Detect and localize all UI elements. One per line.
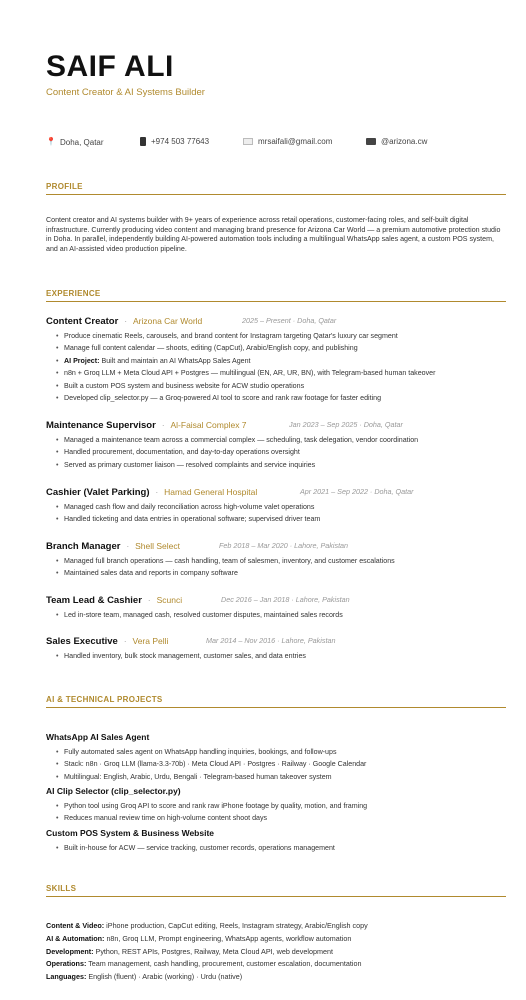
phone-icon	[140, 137, 146, 146]
ai-project-label: AI Project:	[64, 356, 100, 365]
candidate-tagline: Content Creator & AI Systems Builder	[46, 87, 205, 98]
job-bullets	[46, 609, 506, 621]
skills-list	[46, 920, 506, 984]
section-title: AI & TECHNICAL PROJECTS	[46, 695, 506, 708]
project-entry	[46, 828, 506, 854]
job-bullets	[46, 501, 506, 526]
job-entry: Sales Executive · Vera Pelli Mar 2014 – Nov 2016 · Lahore, Pakistan • Handled inventory, bulk stock management, customer sales, and data entries	[46, 636, 506, 662]
job-bullets	[46, 555, 506, 580]
skill-value: iPhone production, CapCut editing, Reels, Instagram strategy, Arabic/English copy	[106, 921, 368, 930]
job-company: Al-Faisal Complex 7	[170, 420, 247, 430]
skill-value: n8n, Groq LLM, Prompt engineering, WhatsApp agents, workflow automation	[106, 933, 352, 943]
skill-label: AI & Automation:	[46, 933, 105, 943]
job-bullet: • Produce cinematic Reels, carousels, and brand content for Instagram targeting Qatar's luxury car segment	[46, 330, 506, 342]
job-meta: Mar 2014 – Nov 2016 · Lahore, Pakistan	[206, 636, 336, 645]
job-meta: Dec 2016 – Jan 2018 · Lahore, Pakistan	[221, 595, 350, 604]
job-meta: Apr 2021 – Sep 2022 · Doha, Qatar	[300, 487, 414, 496]
job-company: Scunci	[156, 595, 183, 605]
project-bullets	[46, 842, 506, 854]
project-bullet: • Fully automated sales agent on WhatsApp handling inquiries, bookings, and follow-ups	[46, 746, 506, 758]
job-bullets	[46, 330, 506, 404]
project-title: Custom POS System & Business Website	[46, 828, 215, 838]
job-bullet: • Handled ticketing and data entries in operational software; supervised driver team	[46, 513, 506, 525]
job-entry: Cashier (Valet Parking) · Hamad General Hospital Apr 2021 – Sep 2022 · Doha, Qatar • Managed cash flow and daily reconciliation across high-volume valet operations • Handled ticketing and data entries in operational software; supervised driver team	[46, 487, 506, 526]
skill-row	[46, 933, 506, 946]
job-bullet: • Led in-store team, managed cash, resolved customer disputes, maintained sales records	[46, 609, 506, 621]
job-bullet: • Maintained sales data and reports in company software	[46, 567, 506, 579]
job-bullet: • Developed clip_selector.py — a Groq-powered AI tool to score and rank raw footage for faster editing	[46, 392, 506, 404]
profile-summary: Content creator and AI systems builder with 9+ years of experience across retail operations, customer-facing roles, and self-built digital infrastructure. Currently producing video content and managing brand presence for Arizona Car World — a premium automotive protection studio in Doha. In parallel, independently building AI-powered automation tools including a multilingual WhatsApp sales agent, a custom POS system, and an AI-assisted video production pipeline.	[46, 216, 501, 253]
profile-section-header	[46, 182, 506, 195]
experience-section-header	[46, 289, 506, 302]
camera-icon	[366, 138, 376, 145]
job-bullet: • Handled procurement, documentation, and day-to-day operations oversight	[46, 446, 506, 458]
project-entry	[46, 732, 506, 783]
projects-section-header	[46, 695, 506, 708]
job-entry: Maintenance Supervisor · Al-Faisal Complex 7 Jan 2023 – Sep 2025 · Doha, Qatar • Managed a maintenance team across a commercial complex — scheduling, task delegation, vendor coordination • Handled procurement, documentation, and day-to-day operations oversight • Served as primary customer liaison — resolved complaints and service inquiries	[46, 420, 506, 471]
project-bullet: • Built in-house for ACW — service tracking, customer records, operations management	[46, 842, 506, 854]
skill-label: Development:	[46, 946, 94, 956]
project-entry	[46, 786, 506, 825]
location-text: Doha, Qatar	[59, 137, 104, 147]
job-entry: Content Creator · Arizona Car World 2025 – Present · Doha, Qatar • Produce cinematic Reels, carousels, and brand content for Instagram targeting Qatar's luxury car segment • Manage full content calendar — shoots, editing (CapCut), Arabic/English copy, and publishing • AI Project: Built and maintain an AI WhatsApp Sales Agent • n8n + Groq LLM + Meta Cloud API + Postgres — multilingual (EN, AR, UR, BN), with Telegram-based human takeover • Built a custom POS system and business website for ACW studio operations • Developed clip_selector.py — a Groq-powered AI tool to score and rank raw footage for faster editing	[46, 316, 506, 404]
job-role: Team Lead & Cashier	[46, 595, 142, 606]
skill-row	[46, 958, 506, 971]
contact-location	[46, 137, 104, 147]
contact-phone	[140, 137, 209, 146]
email-text[interactable]: mrsaifali@gmail.com	[258, 137, 333, 146]
job-role: Branch Manager	[46, 541, 121, 552]
skill-value: Python, REST APIs, Postgres, Railway, Meta Cloud API, web development	[95, 946, 333, 956]
job-role: Cashier (Valet Parking)	[46, 487, 150, 498]
skill-row	[46, 946, 506, 959]
job-company: Hamad General Hospital	[164, 487, 258, 497]
job-role: Sales Executive	[46, 636, 118, 647]
job-company: Vera Pelli	[132, 636, 169, 646]
project-bullet: • Python tool using Groq API to score and rank raw iPhone footage by quality, motion, and framing	[46, 800, 506, 812]
instagram-text[interactable]: @arizona.cw	[381, 137, 428, 146]
skill-label: Languages:	[46, 972, 87, 982]
job-entry: Team Lead & Cashier · Scunci Dec 2016 – Jan 2018 · Lahore, Pakistan • Led in-store team, managed cash, resolved customer disputes, maintained sales records	[46, 595, 506, 621]
project-bullet: • Reduces manual review time on high-volume content shoot days	[46, 812, 506, 824]
job-meta: Feb 2018 – Mar 2020 · Lahore, Pakistan	[219, 541, 349, 550]
job-bullet: • AI Project: Built and maintain an AI WhatsApp Sales Agent	[46, 355, 506, 367]
phone-text: +974 503 77643	[151, 137, 210, 146]
contact-bar	[46, 137, 506, 149]
skill-value: English (fluent) · Arabic (working) · Urdu (native)	[88, 972, 243, 982]
job-role: Maintenance Supervisor	[46, 420, 156, 431]
skill-label: Content & Video:	[46, 921, 105, 930]
contact-instagram[interactable]	[366, 137, 427, 146]
job-bullet: • Handled inventory, bulk stock management, customer sales, and data entries	[46, 650, 506, 662]
skill-value: Team management, cash handling, procurement, customer escalation, documentation	[88, 959, 362, 969]
project-title: AI Clip Selector (clip_selector.py)	[46, 786, 181, 796]
project-bullet: • Multilingual: English, Arabic, Urdu, Bengali · Telegram-based human takeover system	[46, 771, 506, 783]
project-title: WhatsApp AI Sales Agent	[46, 732, 150, 742]
project-bullets	[46, 746, 506, 783]
job-bullets	[46, 434, 506, 471]
job-meta: 2025 – Present · Doha, Qatar	[242, 316, 337, 325]
job-bullet: • Built a custom POS system and business website for ACW studio operations	[46, 380, 506, 392]
job-bullet: • Manage full content calendar — shoots, editing (CapCut), Arabic/English copy, and publishing	[46, 342, 506, 354]
job-entry: Branch Manager · Shell Select Feb 2018 – Mar 2020 · Lahore, Pakistan • Managed full branch operations — cash handling, team of salesmen, inventory, and customer escalations • Maintained sales data and reports in company software	[46, 541, 506, 580]
skill-label: Operations:	[46, 959, 87, 969]
job-bullet: • Served as primary customer liaison — resolved complaints and service inquiries	[46, 459, 506, 471]
job-bullet: • Managed full branch operations — cash handling, team of salesmen, inventory, and customer escalations	[46, 555, 506, 567]
job-meta: Jan 2023 – Sep 2025 · Doha, Qatar	[289, 420, 403, 429]
job-bullet: • n8n + Groq LLM + Meta Cloud API + Postgres — multilingual (EN, AR, UR, BN), with Telegram-based human takeover	[46, 367, 506, 379]
project-bullets	[46, 800, 506, 825]
skills-section-header	[46, 884, 506, 897]
skill-row	[46, 971, 506, 984]
map-pin-icon: 📍	[46, 137, 56, 146]
section-title: PROFILE	[46, 182, 506, 195]
job-company: Arizona Car World	[132, 316, 203, 326]
job-role: Content Creator	[46, 316, 119, 327]
job-bullet: • Managed a maintenance team across a commercial complex — scheduling, task delegation, vendor coordination	[46, 434, 506, 446]
section-title: EXPERIENCE	[46, 289, 506, 302]
project-bullet: • Stack: n8n · Groq LLM (llama-3.3-70b) · Meta Cloud API · Postgres · Railway · Google Calendar	[46, 758, 506, 770]
section-title: SKILLS	[46, 884, 506, 897]
job-bullets	[46, 650, 506, 662]
candidate-name: SAIF ALI	[46, 50, 174, 83]
envelope-icon	[243, 138, 253, 145]
contact-email[interactable]	[243, 137, 332, 146]
job-bullet: • Managed cash flow and daily reconciliation across high-volume valet operations	[46, 501, 506, 513]
job-company: Shell Select	[135, 541, 180, 551]
skill-row	[46, 920, 506, 933]
